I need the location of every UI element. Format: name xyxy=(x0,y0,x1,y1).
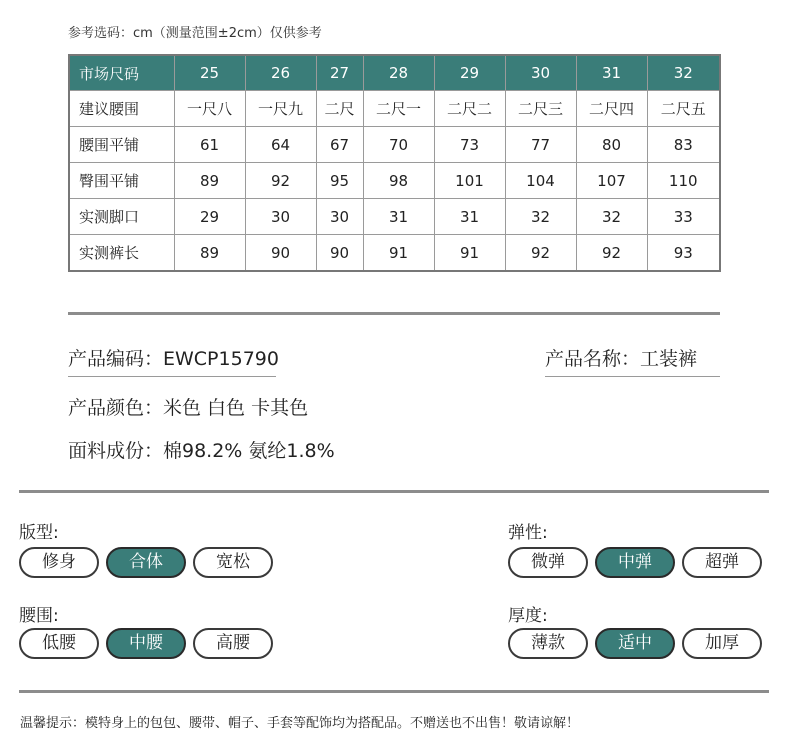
row-label: 实测脚口 xyxy=(69,199,174,235)
table-cell: 二尺四 xyxy=(576,91,647,127)
table-cell: 91 xyxy=(363,235,434,272)
table-cell: 107 xyxy=(576,163,647,199)
product-name-underline xyxy=(545,376,720,377)
table-cell: 92 xyxy=(245,163,316,199)
row-label: 实测裤长 xyxy=(69,235,174,272)
thickness-option-thick[interactable]: 加厚 xyxy=(682,628,762,659)
table-row xyxy=(69,91,720,127)
table-row xyxy=(69,199,720,235)
table-cell: 二尺三 xyxy=(505,91,576,127)
divider xyxy=(68,312,720,315)
elastic-option-slight[interactable]: 微弹 xyxy=(508,547,588,578)
table-cell: 110 xyxy=(647,163,720,199)
table-cell: 98 xyxy=(363,163,434,199)
waist-option-mid[interactable]: 中腰 xyxy=(106,628,186,659)
table-cell: 一尺八 xyxy=(174,91,245,127)
elastic-option-medium[interactable]: 中弹 xyxy=(595,547,675,578)
table-cell: 91 xyxy=(434,235,505,272)
table-cell: 64 xyxy=(245,127,316,163)
table-cell: 104 xyxy=(505,163,576,199)
size-header-row xyxy=(69,55,720,91)
table-cell: 二尺一 xyxy=(363,91,434,127)
product-fabric: 面料成份：棉98.2% 氨纶1.8% xyxy=(68,440,335,462)
size-header-cell: 31 xyxy=(576,55,647,91)
table-cell: 80 xyxy=(576,127,647,163)
table-row xyxy=(69,163,720,199)
table-cell: 32 xyxy=(505,199,576,235)
table-cell: 30 xyxy=(316,199,363,235)
table-cell: 一尺九 xyxy=(245,91,316,127)
row-label: 建议腰围 xyxy=(69,91,174,127)
size-header-cell: 25 xyxy=(174,55,245,91)
table-cell: 31 xyxy=(363,199,434,235)
table-cell: 70 xyxy=(363,127,434,163)
size-table xyxy=(68,54,721,272)
table-cell: 31 xyxy=(434,199,505,235)
table-cell: 93 xyxy=(647,235,720,272)
size-header-cell: 26 xyxy=(245,55,316,91)
waist-option-low[interactable]: 低腰 xyxy=(19,628,99,659)
table-cell: 83 xyxy=(647,127,720,163)
table-cell: 32 xyxy=(576,199,647,235)
table-cell: 92 xyxy=(576,235,647,272)
table-cell: 92 xyxy=(505,235,576,272)
size-note: 参考选码：cm（测量范围±2cm）仅供参考 xyxy=(68,26,322,41)
product-code: 产品编码：EWCP15790 xyxy=(68,348,279,370)
elastic-option-super[interactable]: 超弹 xyxy=(682,547,762,578)
product-code-underline xyxy=(68,376,276,377)
table-cell: 73 xyxy=(434,127,505,163)
thickness-label: 厚度: xyxy=(508,606,548,626)
table-cell: 95 xyxy=(316,163,363,199)
table-cell: 61 xyxy=(174,127,245,163)
table-cell: 33 xyxy=(647,199,720,235)
size-header-cell: 30 xyxy=(505,55,576,91)
size-header-cell: 27 xyxy=(316,55,363,91)
size-header-cell: 29 xyxy=(434,55,505,91)
table-cell: 29 xyxy=(174,199,245,235)
table-row xyxy=(69,127,720,163)
table-cell: 67 xyxy=(316,127,363,163)
fit-option-regular[interactable]: 合体 xyxy=(106,547,186,578)
product-name: 产品名称：工装裤 xyxy=(545,348,698,370)
table-cell: 二尺 xyxy=(316,91,363,127)
fit-label: 版型: xyxy=(19,523,59,543)
size-header-label: 市场尺码 xyxy=(69,55,174,91)
divider xyxy=(19,690,769,693)
thickness-option-medium[interactable]: 适中 xyxy=(595,628,675,659)
table-cell: 二尺二 xyxy=(434,91,505,127)
row-label: 臀围平铺 xyxy=(69,163,174,199)
table-cell: 30 xyxy=(245,199,316,235)
size-header-cell: 28 xyxy=(363,55,434,91)
product-color: 产品颜色：米色 白色 卡其色 xyxy=(68,397,309,419)
footer-notice: 温馨提示：模特身上的包包、腰带、帽子、手套等配饰均为搭配品。不赠送也不出售！敬请谅解！ xyxy=(20,716,580,731)
table-row xyxy=(69,235,720,272)
table-cell: 90 xyxy=(316,235,363,272)
row-label: 腰围平铺 xyxy=(69,127,174,163)
table-cell: 77 xyxy=(505,127,576,163)
thickness-option-thin[interactable]: 薄款 xyxy=(508,628,588,659)
size-header-cell: 32 xyxy=(647,55,720,91)
elastic-label: 弹性: xyxy=(508,523,548,543)
table-cell: 89 xyxy=(174,163,245,199)
table-cell: 89 xyxy=(174,235,245,272)
waist-label: 腰围: xyxy=(19,606,59,626)
fit-option-slim[interactable]: 修身 xyxy=(19,547,99,578)
table-cell: 101 xyxy=(434,163,505,199)
fit-option-loose[interactable]: 宽松 xyxy=(193,547,273,578)
divider xyxy=(19,490,769,493)
table-cell: 90 xyxy=(245,235,316,272)
table-cell: 二尺五 xyxy=(647,91,720,127)
waist-option-high[interactable]: 高腰 xyxy=(193,628,273,659)
